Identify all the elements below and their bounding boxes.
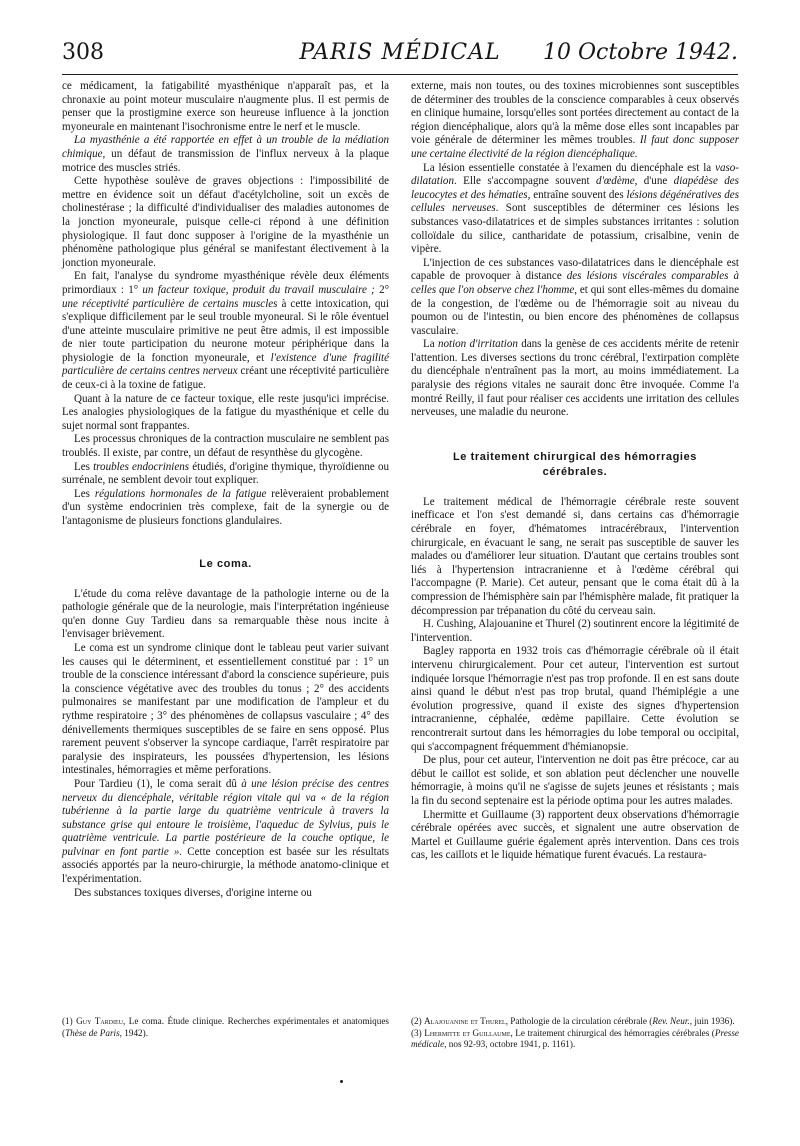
paragraph: H. Cushing, Alajouanine et Thurel (2) soutinrent encore la légitimité de l'intervention. — [411, 618, 739, 644]
emphasis: l'existence d'une fragilité particulière de certains centres nerveux — [62, 351, 389, 378]
emphasis: troubles endocriniens — [93, 460, 190, 473]
footnote-author: Lhermitte et Guillaume — [424, 1027, 511, 1038]
footnote-author: Guy Tardieu — [76, 1016, 123, 1026]
footnote-source: Rev. Neur. — [652, 1016, 690, 1026]
emphasis: régulations hormonales de la fatigue — [94, 487, 267, 500]
paragraph: Bagley rapporta en 1932 trois cas d'hémorragie cérébrale où il était intervenu chirurgicalement. Pour cet auteur, l'intervention est surtout indiquée lorsque l'hémorragie n'est pas trop profonde. Il en est sans doute ainsi quand le début n'est pas trop brutal, quand l'hémiplégie a une évolution progressive, quand il existe des signes d'hypertension intracranienne, céphalée, œdème papillaire. Cette évolution se rencontrerait surtout dans les hémorragies du lobe temporal ou occipital, qui s'accompagnent fréquemment d'hémianopsie. — [411, 645, 739, 753]
paragraph: Lhermitte et Guillaume (3) rapportent deux observations d'hémorragie cérébrale opérées avec succès, et signalent une autre observation de Martel et Guillaume guérie également après intervention. Dans ces trois cas, les caillots et le liquide hématique furent évacués. La restaura- — [411, 808, 739, 862]
paragraph — [411, 338, 739, 420]
text: Cette conception est basée sur les résultats associés apportés par la neuro-chirurgie, la méthode anatomo-clinique et l'expérimentation. — [62, 845, 390, 886]
text: Les — [74, 487, 95, 500]
paragraph — [62, 778, 389, 887]
paragraph — [62, 270, 389, 392]
paragraph — [62, 134, 389, 175]
text: un défaut de transmission de l'influx nerveux à la plaque motrice des muscles striés. — [62, 147, 389, 174]
emphasis: diapédèse des leucocytes et des hématies, — [411, 175, 739, 201]
text: La lésion essentielle constatée à l'examen du diencéphale est la — [423, 161, 716, 174]
paragraph — [411, 162, 739, 257]
issue-date: 10 Octobre 1942. — [542, 40, 738, 65]
text: Pour Tardieu (1), le coma serait dû — [74, 777, 242, 790]
text: et qui sont elles-mêmes du domaine de la congestion, de l'œdème ou de l'hémorragie soit au niveau du poumon ou de l'intestin, ou bien encore des phénomènes de collapsus vasculaire. — [411, 283, 740, 337]
paragraph: ce médicament, la fatigabilité myasthénique n'apparaît pas, et la chronaxie au point moteur musculaire n'augmente plus. Il est permis de penser que la prostigmine exerce son heureuse influence à la jonction myoneurale en maintenant l'isochronisme entre le nerf et le muscle. — [62, 80, 389, 133]
journal-title: PARIS MÉDICAL — [299, 40, 501, 65]
footnote-source: Thèse de Paris — [65, 1027, 120, 1038]
emphasis: d'œdème — [596, 175, 635, 188]
text: entraîne souvent des — [530, 188, 627, 201]
text: , d'une — [634, 175, 674, 188]
text: à cette intoxication, qui s'explique difficilement par le seul trouble myoneural. Si le rôle éventuel d'une atteinte musculaire primitive ne peut être admis, il est impossible de nier toute participation du neurone moteur périphérique dans la physiologie de la fonction myoneurale, et — [62, 297, 389, 364]
emphasis: lésions dégénératives des cellules nerveuses — [411, 188, 739, 215]
page-number: 308 — [62, 40, 104, 65]
text: externe, mais non toutes, ou des toxines microbiennes sont susceptibles de déterminer des troubles de la conscience comparables à ceux observés en clinique humaine, lorsqu'elles sont portées directement au contact de la région diencéphalique, alors qu'à la même dose elles sont incapables par voie générale de déterminer les mêmes troubles. — [411, 80, 739, 147]
text: La — [423, 338, 438, 351]
left-column — [62, 80, 389, 900]
text: L'injection de ces substances vaso-dilatatrices dans le diencéphale est capable de provoquer à distance — [411, 256, 739, 283]
right-column — [411, 80, 739, 863]
text: relèveraient probablement d'un système endocrinien très complexe, fait de la synergie ou de l'antagonisme de plusieurs fonctions glandulaires. — [62, 487, 389, 527]
footnote-number: (2) — [411, 1016, 425, 1026]
footnote-text: , nos 92-93, octobre 1941, p. 1161). — [444, 1039, 576, 1049]
paragraph: Le coma est un syndrome clinique dont le tableau peut varier suivant les causes qui le déterminent, et essentiellement constitué par : 1° un trouble de la conscience intéressant d'abord la conscience supérieure, puis la conscience végétative avec des troubles du tonus ; 2° des accidents pulmonaires se manifestant par une modification de l'ampleur et du rythme respiratoire ; 3° des phénomènes de collapsus vasculaire ; 4° des dénivellements thermiques susceptibles de se faire en sens opposé. Plus rarement peuvent s'observer la syncope cardiaque, l'arrêt respiratoire par paralysie des inspirateurs, les poussées d'hypertension, les lésions intestinales, hémorragies et même perforations. — [62, 641, 389, 777]
text: créant une réceptivité particulière de ceux-ci à la toxine de fatigue. — [62, 365, 389, 392]
emphasis: notion d'irritation — [437, 338, 518, 351]
footnote-text: , Le coma. Étude clinique. Recherches expérimentales et anatomiques ( — [62, 1016, 389, 1038]
footnote-number: (3) — [411, 1027, 425, 1038]
text: . Sont susceptibles de déterminer ces lésions les substances vaso-dilatatrices et de simples substances irritantes : solution colloïdale du silice, cantharidate de potassium, crisalbine, venin de vipère. — [411, 202, 739, 256]
emphasis: des lésions viscérales comparables à celles que l'on observe chez l'homme, — [411, 270, 739, 296]
print-mark — [340, 1080, 343, 1083]
emphasis: Il faut donc supposer une certaine électivité de la région diencéphalique. — [411, 134, 739, 160]
footnote-area-left — [62, 1016, 389, 1039]
footnote-text: , Pathologie de la circulation cérébrale ( — [505, 1016, 653, 1026]
paragraph: Des substances toxiques diverses, d'origine interne ou — [74, 886, 312, 899]
footnote-area-right — [411, 1016, 739, 1051]
footnote — [411, 1016, 739, 1028]
footnote-number: (1) — [62, 1016, 77, 1026]
section-heading-surgical-treatment: Le traitement chirurgical des hémorragies cérébrales. — [452, 450, 698, 478]
emphasis: La myasthénie a été rapportée en effet à un trouble de la médiation chimique, — [62, 134, 389, 160]
text: . Elle s'accompagne souvent — [453, 175, 597, 188]
emphasis: à une lésion précise des centres nerveux du diencéphale, véritable région vitale qui va « de la région tubérienne à la partie large du quatrième ventricule à travers la substance grise qui entoure le troisième, l'aqueduc de Sylvius, puis le quatrième ventricule. La partie postérieure de la couche optique, le pulvinar en font partie ». — [62, 777, 389, 858]
emphasis: une réceptivité particulière de certains muscles — [62, 297, 278, 310]
text: En fait, l'analyse du syndrome myasthénique révèle deux éléments primordiaux : 1° — [62, 270, 389, 296]
paragraph: Cette hypothèse soulève de graves objections : l'impossibilité de mettre en évidence soit un défaut d'acétylcholine, soit un excès de cholinestérase ; la difficulté d'individualiser des maladies autonomes de la jonction myoneurale, puisque celle-ci répond à une définition physiologique. Il faut donc supposer à l'origine de la myasthénie un phénomène pathologique plus général se manifestant électivement à la jonction myoneurale. — [62, 175, 389, 269]
footnote-author: Alajouanine et Thurel — [424, 1016, 506, 1026]
paragraph — [62, 488, 389, 529]
emphasis: vaso-dilatation — [411, 161, 739, 188]
footnote-source: Presse médicale — [411, 1027, 739, 1049]
footnote — [62, 1016, 389, 1039]
text: étudiés, d'origine thymique, thyroïdienne ou surrénale, ne semblent devoir tout expliquer. — [62, 460, 389, 487]
page-header — [62, 40, 738, 75]
text: Les — [74, 460, 94, 473]
paragraph: L'étude du coma relève davantage de la pathologie interne ou de la pathologie générale que de la neurologie, mais l'interprétation ingénieuse qu'en donne Guy Tardieu dans sa remarquable thèse nous incite à l'envisager brièvement. — [62, 587, 389, 641]
emphasis: un facteur toxique, produit du travail musculaire ; — [142, 283, 375, 296]
text: dans la genèse de ces accidents mérite de retenir l'attention. Les diverses sections du tronc cérébral, l'extirpation complète du diencéphale n'entraînent pas la mort, au moins immédiatement. La paralysie des régions vitales ne saurait donc être invoquée. Comme l'a montré Reilly, il faut pour réaliser ces accidents une irritation des cellules nerveuses, une maladie du neurone. — [411, 338, 739, 419]
paragraph: Le traitement médical de l'hémorragie cérébrale reste souvent inefficace et l'on s'est demandé si, dans certains cas d'hémorragie cérébrale en foyer, d'hématomes intracérébraux, l'intervention chirurgicale, en évacuant le sang, ne serait pas susceptible de sauver les malades ou d'améliorer leur situation. D'autant que certains troubles sont liés à l'hypertension intracranienne et à l'œdème cérébral qui l'accompagne (P. Marie). Cet auteur, pensant que le coma était dû à la compression de l'hémisphère sain par l'hémisphère malade, fit pratiquer la décompression par trépanation du côté du cerveau sain. — [411, 495, 739, 617]
paragraph — [62, 461, 389, 488]
section-heading-coma: Le coma. — [199, 557, 252, 570]
paragraph: Les processus chroniques de la contraction musculaire ne semblent pas troublés. Il existe, par contre, un défaut de resynthèse du glycogène. — [62, 433, 389, 460]
paragraph: De plus, pour cet auteur, l'intervention ne doit pas être précoce, car au début le caillot est solide, et son ablation peut déclencher une nouvelle hémorragie, à moins qu'il ne s'agisse de sujets jeunes et résistants ; mais la fin du second septenaire est la période optima pour les autres malades. — [411, 754, 739, 807]
paragraph — [411, 80, 739, 162]
text: 2° — [374, 283, 390, 296]
footnote-text: , 1942). — [119, 1027, 148, 1038]
paragraph — [411, 257, 739, 339]
paragraph: Quant à la nature de ce facteur toxique, elle reste jusqu'ici imprécise. Les analogies physiologiques de la fatigue du myasthénique et celle du sujet normal sont frappantes. — [62, 392, 389, 432]
footnote-text: , Le traitement chirurgical des hémorragies cérébrales ( — [510, 1027, 715, 1038]
footnote — [411, 1028, 739, 1051]
footnote-text: , juin 1936). — [689, 1016, 735, 1026]
